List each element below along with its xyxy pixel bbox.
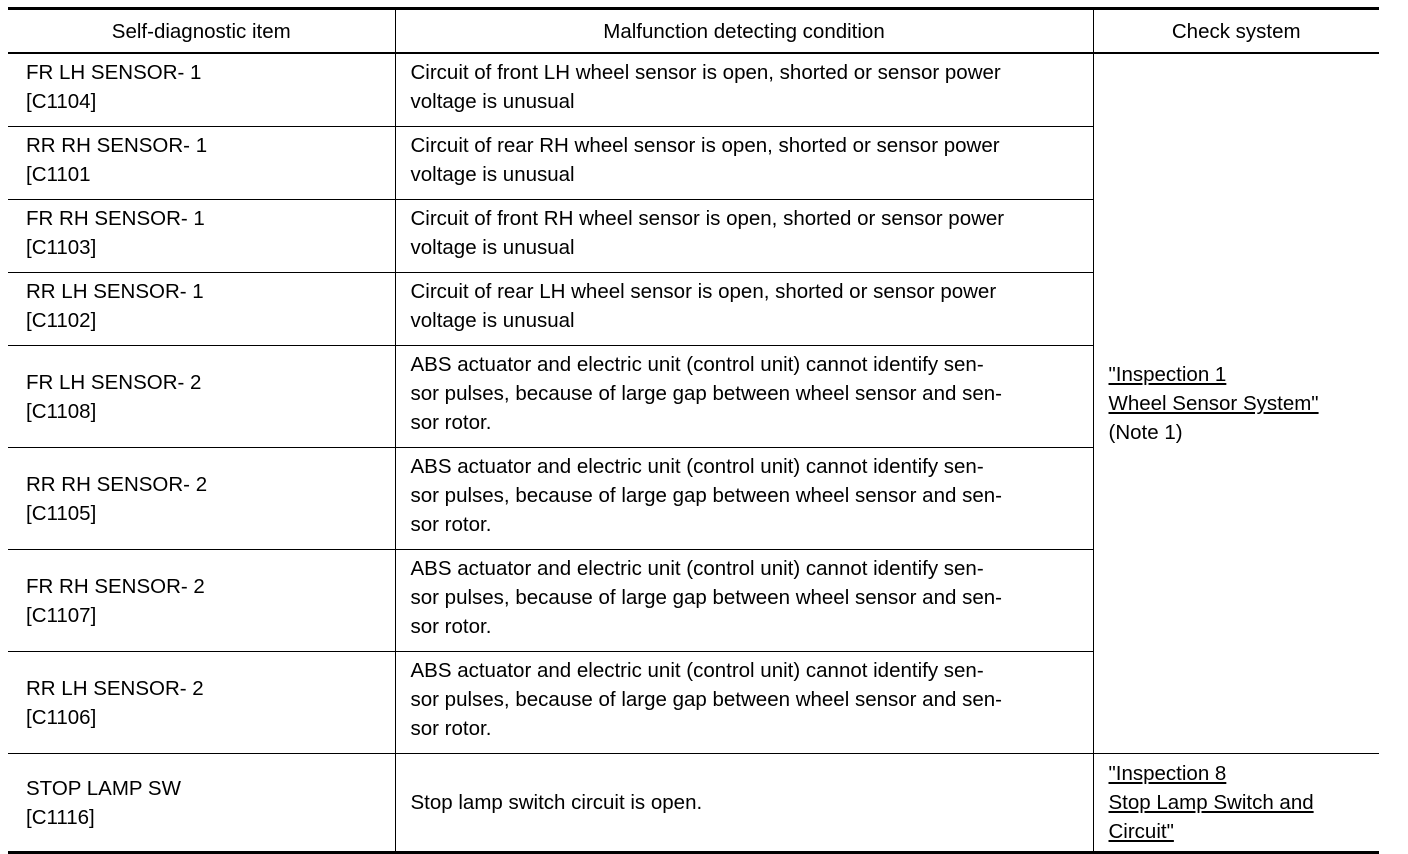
item-code: [C1116] [26, 805, 95, 829]
link-line: Stop Lamp Switch and [1108, 791, 1314, 814]
check-system-cell-wheel-sensor [1093, 53, 1379, 754]
condition-cell [395, 448, 1093, 550]
diagnostic-item-cell [8, 200, 395, 273]
diagnostic-item-cell [8, 754, 395, 853]
link-line: Circuit" [1108, 820, 1174, 843]
item-name: RR RH SENSOR- 2 [26, 472, 208, 496]
diagnostic-item-cell [8, 53, 395, 127]
item-code: [C1101 [26, 163, 91, 186]
condition-line: sor pulses, because of large gap between wheel sensor and sen- [410, 484, 1002, 507]
header-malfunction-condition: Malfunction detecting condition [395, 9, 1093, 54]
table-row [8, 53, 1379, 127]
item-name: FR RH SENSOR- 2 [26, 574, 205, 598]
condition-line: voltage is unusual [410, 309, 575, 332]
diagnostic-item-cell [8, 550, 395, 652]
condition-cell [395, 127, 1093, 200]
diagnostic-item-cell [8, 652, 395, 754]
condition-cell [395, 53, 1093, 127]
condition-cell [395, 550, 1093, 652]
condition-cell [395, 273, 1093, 346]
condition-line: Circuit of rear LH wheel sensor is open, shorted or sensor power [410, 280, 997, 303]
condition-line: ABS actuator and electric unit (control unit) cannot identify sen- [410, 557, 984, 580]
item-code: [C1107] [26, 603, 97, 627]
diagnostic-item-cell [8, 273, 395, 346]
item-name: FR RH SENSOR- 1 [26, 207, 205, 230]
self-diagnostic-table [8, 7, 1379, 854]
diagnostic-item-cell [8, 346, 395, 448]
header-self-diagnostic-item: Self-diagnostic item [8, 9, 395, 54]
item-code: [C1104] [26, 90, 97, 113]
item-name: RR LH SENSOR- 1 [26, 280, 204, 303]
diagnostic-item-cell [8, 448, 395, 550]
condition-line: ABS actuator and electric unit (control unit) cannot identify sen- [410, 353, 984, 376]
check-system-cell-stop-lamp [1093, 754, 1379, 853]
item-code: [C1108] [26, 399, 97, 423]
link-line: Wheel Sensor System" [1108, 392, 1319, 415]
condition-cell [395, 200, 1093, 273]
header-row [8, 9, 1379, 54]
item-code: [C1102] [26, 309, 97, 332]
item-name: FR LH SENSOR- 1 [26, 61, 202, 84]
diagnostic-item-cell [8, 127, 395, 200]
condition-line: ABS actuator and electric unit (control unit) cannot identify sen- [410, 659, 984, 682]
item-name: RR RH SENSOR- 1 [26, 134, 208, 157]
inspection-8-link[interactable] [1109, 759, 1370, 846]
condition-line: sor rotor. [410, 615, 492, 638]
condition-line: voltage is unusual [410, 236, 575, 259]
condition-cell [395, 346, 1093, 448]
note-text: (Note 1) [1108, 421, 1183, 444]
item-code: [C1106] [26, 705, 97, 729]
condition-line: Stop lamp switch circuit is open. [410, 791, 703, 814]
condition-line: sor rotor. [410, 717, 492, 740]
table-row [8, 754, 1379, 853]
condition-line: Circuit of front RH wheel sensor is open, shorted or sensor power [410, 207, 1005, 230]
condition-line: sor pulses, because of large gap between wheel sensor and sen- [410, 382, 1002, 405]
condition-line: voltage is unusual [410, 90, 575, 113]
condition-cell [395, 652, 1093, 754]
condition-line: ABS actuator and electric unit (control unit) cannot identify sen- [410, 455, 984, 478]
inspection-1-link[interactable] [1109, 360, 1370, 418]
condition-line: sor pulses, because of large gap between wheel sensor and sen- [410, 586, 1002, 609]
condition-line: voltage is unusual [410, 163, 575, 186]
item-name: FR LH SENSOR- 2 [26, 370, 202, 394]
item-code: [C1103] [26, 236, 97, 259]
link-line: "Inspection 1 [1108, 363, 1227, 386]
condition-line: sor rotor. [410, 513, 492, 536]
item-name: STOP LAMP SW [26, 776, 181, 800]
item-name: RR LH SENSOR- 2 [26, 676, 204, 700]
item-code: [C1105] [26, 501, 97, 525]
header-check-system: Check system [1093, 9, 1379, 54]
condition-line: sor rotor. [410, 411, 492, 434]
condition-line: Circuit of front LH wheel sensor is open, shorted or sensor power [410, 61, 1001, 84]
condition-cell [395, 754, 1093, 853]
link-line: "Inspection 8 [1108, 762, 1227, 785]
condition-line: Circuit of rear RH wheel sensor is open, shorted or sensor power [410, 134, 1000, 157]
condition-line: sor pulses, because of large gap between wheel sensor and sen- [410, 688, 1002, 711]
